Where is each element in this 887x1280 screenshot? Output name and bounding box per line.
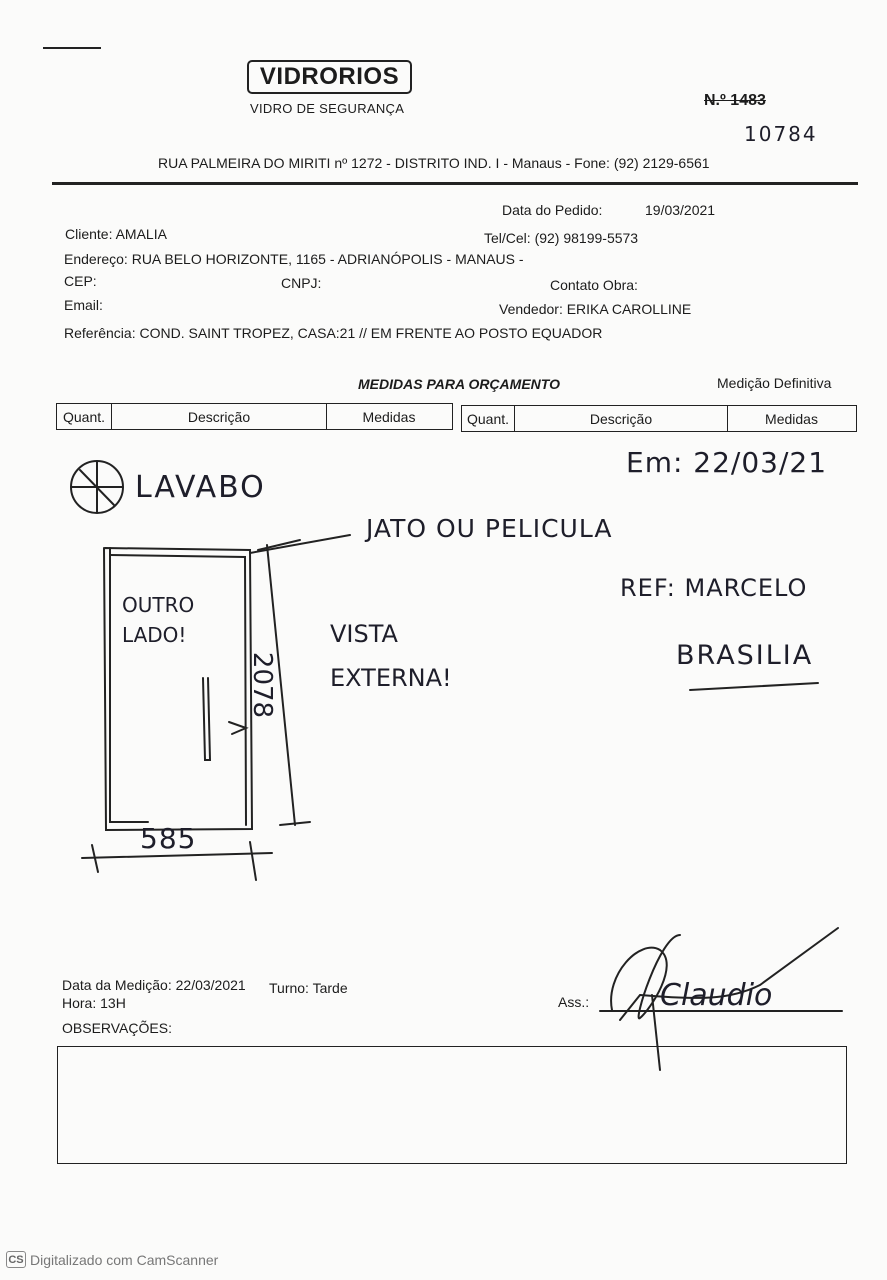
measurement-hora: Hora: 13H xyxy=(62,995,126,1011)
order-date-label: Data do Pedido: xyxy=(502,202,603,218)
handwritten-width: 585 xyxy=(140,822,197,855)
scanner-footer xyxy=(6,1251,218,1268)
order-date-value: 19/03/2021 xyxy=(645,202,716,218)
site-contact: Contato Obra: xyxy=(550,277,638,293)
handwritten-other-side: OUTRO LADO! xyxy=(122,593,195,647)
order-number-handwritten: 10784 xyxy=(744,122,818,146)
brand-logo: VIDRORIOS xyxy=(247,60,412,94)
section-title: MEDIDAS PARA ORÇAMENTO xyxy=(358,376,560,392)
client-name: Cliente: AMALIA xyxy=(65,226,167,242)
handwritten-view: VISTA EXTERNA! xyxy=(330,620,452,692)
measurement-date: Data da Medição: 22/03/2021 xyxy=(62,977,246,993)
handwritten-ref: REF: MARCELO xyxy=(620,574,808,602)
handwritten-date: Em: 22/03/21 xyxy=(626,446,828,479)
handwritten-finish-note: JATO OU PELICULA xyxy=(366,514,613,543)
camscanner-icon: CS xyxy=(6,1251,26,1268)
handwritten-city: BRASILIA xyxy=(676,640,814,671)
salesperson: Vendedor: ERIKA CAROLLINE xyxy=(499,301,692,317)
handwritten-item: LAVABO xyxy=(135,470,266,505)
client-reference: Referência: COND. SAINT TROPEZ, CASA:21 // EM FRENTE AO POSTO EQUADOR xyxy=(64,325,603,341)
company-address: RUA PALMEIRA DO MIRITI nº 1272 - DISTRITO IND. I - Manaus - Fone: (92) 2129-6561 xyxy=(158,155,710,171)
signature: Claudio xyxy=(660,978,773,1013)
col-quant: Quant. xyxy=(462,406,515,431)
client-address: Endereço: RUA BELO HORIZONTE, 1165 - ADRIANÓPOLIS - MANAUS - xyxy=(64,251,524,267)
client-cep: CEP: xyxy=(64,273,97,289)
col-medidas: Medidas xyxy=(765,410,818,427)
signature-label: Ass.: xyxy=(558,994,590,1010)
scanner-text: Digitalizado com CamScanner xyxy=(30,1251,219,1268)
col-quant: Quant. xyxy=(57,404,112,429)
brand-tagline: VIDRO DE SEGURANÇA xyxy=(250,101,405,116)
measurement-turno: Turno: Tarde xyxy=(269,980,348,996)
client-cnpj: CNPJ: xyxy=(281,275,322,291)
observations-field[interactable] xyxy=(57,1046,847,1164)
client-email: Email: xyxy=(64,297,103,313)
col-descricao: Descrição xyxy=(515,406,728,431)
measurement-type: Medição Definitiva xyxy=(717,375,832,391)
handwritten-height: 2078 xyxy=(247,651,278,719)
order-number-struck: N.º 1483 xyxy=(704,92,766,109)
col-medidas: Medidas xyxy=(362,408,416,425)
client-phone: Tel/Cel: (92) 98199-5573 xyxy=(484,230,639,246)
observations-label: OBSERVAÇÕES: xyxy=(62,1020,172,1036)
col-descricao: Descrição xyxy=(112,404,327,429)
